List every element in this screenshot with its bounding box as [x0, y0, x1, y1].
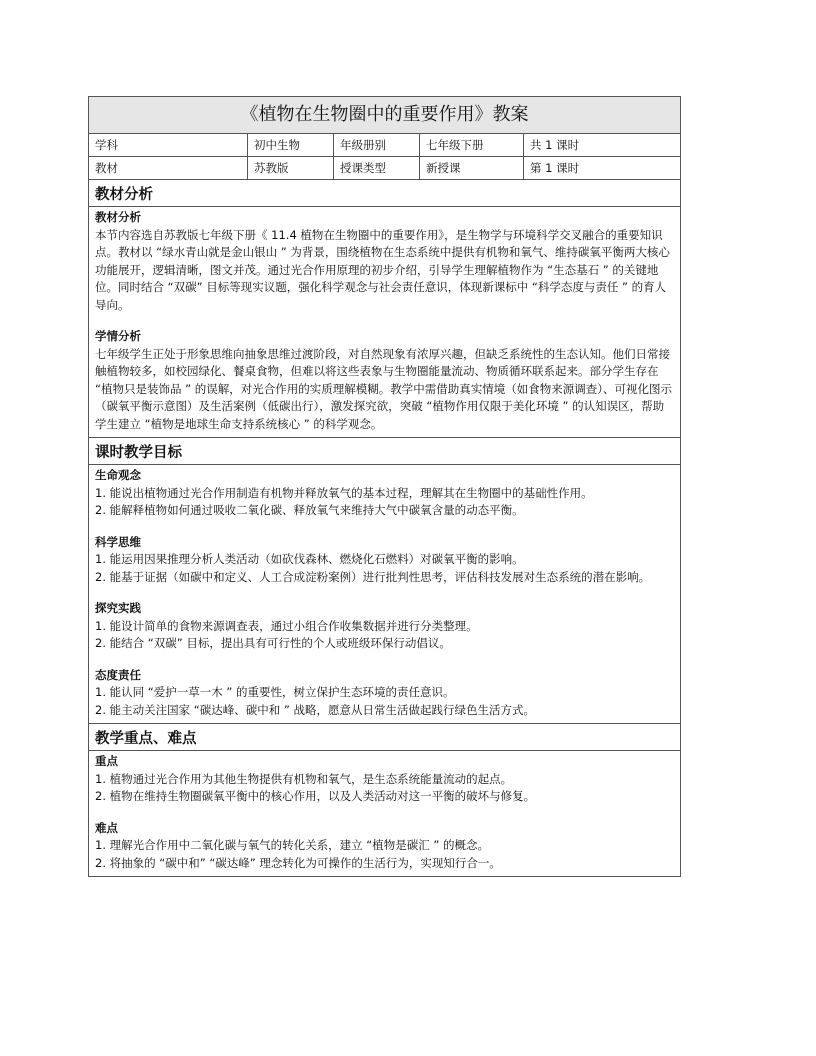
meta-cell: 第 1 课时	[524, 157, 681, 180]
list-item: 2. 能基于证据（如碳中和定义、人工合成淀粉案例）进行批判性思考，评估科技发展对生态系统的潜在影响。	[95, 569, 651, 584]
meta-cell: 教材	[89, 157, 248, 180]
meta-cell: 新授课	[420, 157, 524, 180]
list-item: 1. 能运用因果推理分析人类活动（如砍伐森林、燃烧化石燃料）对碳氧平衡的影响。	[95, 552, 524, 566]
lesson-plan-table	[88, 96, 681, 877]
subsection-title: 科学思维	[95, 534, 141, 549]
section-key-points	[89, 724, 681, 877]
meta-row-1	[89, 134, 681, 157]
subsection-title: 难点	[95, 820, 118, 835]
list-item: 1. 能认同 “爱护一草一木 ” 的重要性，树立保护生态环境的责任意识。	[95, 685, 455, 699]
list-item: 2. 能结合 “双碳” 目标，提出具有可行性的个人或班级环保行动倡议。	[95, 636, 451, 650]
subsection-title: 态度责任	[95, 667, 141, 682]
meta-cell: 年级册别	[334, 134, 420, 157]
section-title: 课时教学目标	[89, 438, 680, 465]
section-title: 教学重点、难点	[89, 724, 680, 751]
list-item: 1. 植物通过光合作用为其他生物提供有机物和氧气，是生态系统能量流动的起点。	[95, 771, 513, 786]
paragraph: 本节内容选自苏教版七年级下册《 11.4 植物在生物圈中的重要作用》，是生物学与环境科学交叉融合的重要知识点。教材以 “绿水青山就是金山银山 ” 为背景，围绕植物在生态系统中提供有机物和氧气、维持碳氧平衡两大核心功能展开，逻辑清晰，图文并茂。通过光合作用原理的初步介绍，引导学生理解植物作为 “生态基石 ” 的关键地位。同时结合 “双碳” 目标等现实议题，强化科学观念与社会责任意识，体现新课标中 “科学态度与责任 ” 的育人导向。	[95, 227, 670, 312]
meta-cell: 授课类型	[334, 157, 420, 180]
list-item: 2. 能解释植物如何通过吸收二氧化碳、释放氧气来维持大气中碳氧含量的动态平衡。	[95, 503, 524, 517]
meta-cell: 七年级下册	[420, 134, 524, 157]
meta-cell: 苏教版	[248, 157, 334, 180]
meta-cell: 学科	[89, 134, 248, 157]
meta-row-2	[89, 157, 681, 180]
list-item: 1. 理解光合作用中二氧化碳与氧气的转化关系，建立 “植物是碳汇 ” 的概念。	[95, 838, 490, 852]
list-item: 1. 能设计简单的食物来源调查表，通过小组合作收集数据并进行分类整理。	[95, 618, 478, 633]
page-title: 《植物在生物圈中的重要作用》教案	[89, 97, 681, 134]
list-item: 2. 将抽象的 “碳中和” “碳达峰” 理念转化为可操作的生活行为，实现知行合一。	[95, 855, 501, 870]
subsection-title: 生命观念	[95, 468, 141, 482]
list-item: 1. 能说出植物通过光合作用制造有机物并释放氧气的基本过程，理解其在生物圈中的基础性作用。	[95, 485, 593, 500]
section-title: 教材分析	[89, 180, 680, 207]
paragraph: 七年级学生正处于形象思维向抽象思维过渡阶段，对自然现象有浓厚兴趣，但缺乏系统性的生态认知。他们日常接触植物较多，如校园绿化、餐桌食物，但难以将这些表象与生物圈能量流动、物质循环联系起来。部分学生存在 “植物只是装饰品 ” 的误解，对光合作用的实质理解模糊。教学中需借助真实情境（如食物来源调查）、可视化图示（碳氧平衡示意图）及生活案例（低碳出行），激发探究欲，突破 “植物作用仅限于美化环境 ” 的认知误区，帮助学生建立 “植物是地球生命支持系统核心 ” 的科学观念。	[95, 346, 672, 431]
meta-cell: 初中生物	[248, 134, 334, 157]
subsection-title: 重点	[95, 754, 118, 768]
subsection-title: 探究实践	[95, 601, 141, 615]
subsection-title: 教材分析	[95, 210, 141, 224]
section-objectives	[89, 438, 681, 724]
subsection-title: 学情分析	[95, 329, 141, 343]
list-item: 2. 植物在维持生物圈碳氧平衡中的核心作用，以及人类活动对这一平衡的破坏与修复。	[95, 789, 536, 803]
list-item: 2. 能主动关注国家 “碳达峰、碳中和 ” 战略，愿意从日常生活做起践行绿色生活方式。	[95, 702, 536, 717]
section-material-analysis	[89, 180, 681, 438]
meta-cell: 共 1 课时	[524, 134, 681, 157]
lesson-plan-sheet	[88, 96, 680, 877]
